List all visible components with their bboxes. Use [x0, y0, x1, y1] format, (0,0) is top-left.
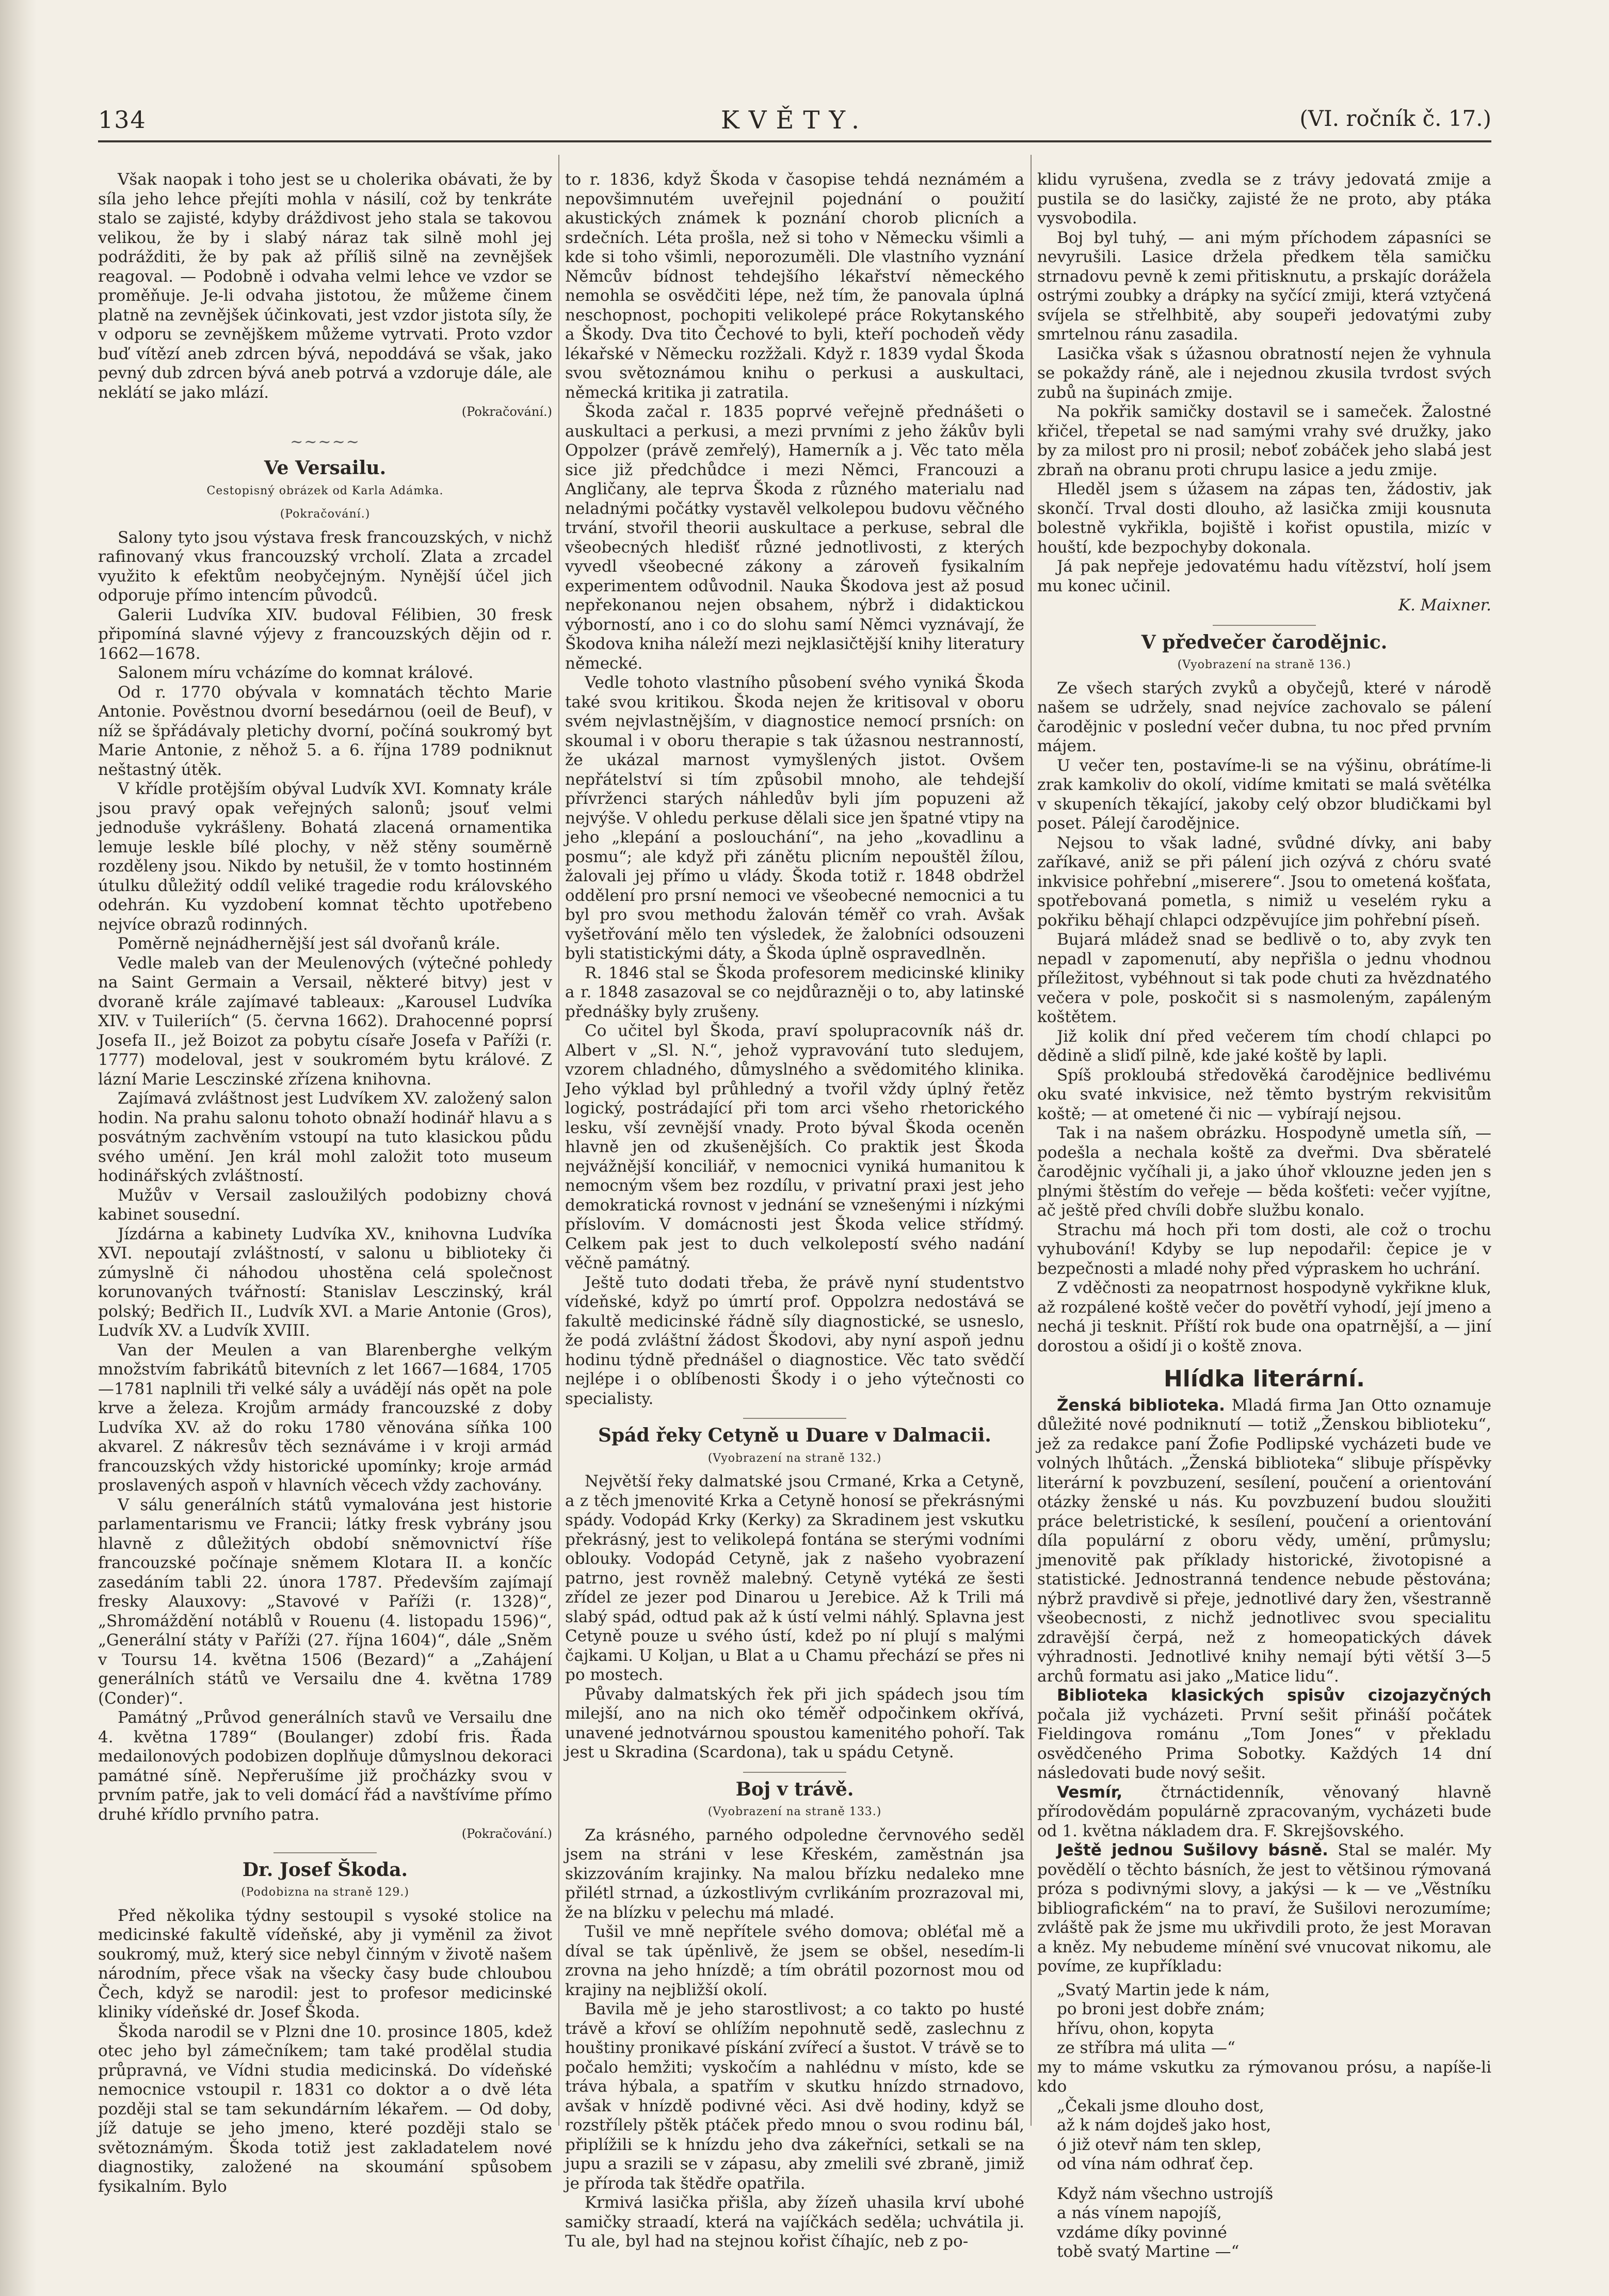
- verse-line: od vína nám odhrať čep.: [1057, 2155, 1254, 2173]
- paragraph: Největší řeky dalmatské jsou Crmané, Krka a Cetyně, a z těch jmenovité Krka a Cetyně honosí se překrásnými spády. Vodopád Krky (Kerky) za Skradinem jest vskutku překrásný, jest to velikolepá fontána se sterými vodními oblouky. Vodopád Cetyně, jak z našeho vyobrazení patrno, jest rovněž malebný. Cetyně vytéká ze šesti zřídel ze jezer pod Dinarou u Jerebice. Až k Trili má slabý spád, odtud pak až k ústí velmi náhlý. Splavna jest Cetyně pouze u svého ústí, kdež po ní plují s malými čajkami. U Koljan, u Blat a u Chamu přechází se přes ni po mostech.: [565, 1472, 1024, 1684]
- column-divider: [558, 155, 559, 2126]
- verse-line: „Čekali jsme dlouho dost,: [1057, 2096, 1264, 2115]
- review-lead: Biblioteka klasických spisův cizojazyčných: [1057, 1686, 1491, 1705]
- article-byline: Cestopisný obrázek od Karla Adámka.: [206, 484, 444, 497]
- paragraph: Galerii Ludvíka XIV. budoval Félibien, 30 fresk připomíná slavné výjevy z francouzských dějin od r. 1662—1678.: [98, 605, 552, 663]
- review-lead: Ještě jednou Sušilovy básně.: [1057, 1841, 1328, 1860]
- verse-line: ze stříbra má ulita —“: [1057, 2039, 1235, 2057]
- paragraph: Lasička však s úžasnou obratností nejen že vyhnula se pokaždy ráně, ale i nejednou zkusila tvrdost svých zubů na šupinách zmije.: [1037, 344, 1491, 402]
- column-divider: [1031, 155, 1032, 2126]
- paragraph: V sálu generálních států vymalována jest historie parlamentarismu ve Francii; látky fresk vybrány jsou hlavně z důležitých období sněmovnictví říše francouzské počínaje sněmem Klotara II. a končíc zasedáním tabli 22. února 1787. Především zajímají fresky Alauxovy: „Stavové v Paříži (r. 1328)“, „Shromáždění notáblů v Rouenu (4. listopadu 1596)“, „Generální státy v Paříži (27. října 1604)“, dále „Sněm v Toursu 14. května 1506 (Bezard)“ a „Zahájení generálních států ve Versailu dne 4. května 1789 (Conder)“.: [98, 1495, 552, 1708]
- review-paragraph: [1037, 1396, 1491, 1687]
- page-number: 134: [98, 106, 147, 134]
- section-divider: [273, 1852, 377, 1853]
- header-rule: [98, 140, 1491, 142]
- section-divider: [743, 1772, 846, 1773]
- paragraph: Salony tyto jsou výstava fresk francouzských, v nichž rafinovaný vkus francouzský vrcholí. Zlata a zrcadel využito k efektům neobyčejným. Nynější účel jich odporuje přímo intencím původců.: [98, 528, 552, 605]
- review-lead: Ženská biblioteka.: [1057, 1396, 1225, 1415]
- paragraph: Strachu má hoch při tom dosti, ale což o trochu vyhubování! Kdyby se lup nepodařil: čepice je v bezpečnosti a mladé nohy před výpraskem ho uchrání.: [1037, 1220, 1491, 1278]
- paragraph: Van der Meulen a van Blarenberghe velkým množstvím fabrikátů bitevních z let 1667—1684, 1705—1781 naplnili tři velké sály a uvádějí nás opět na pole krve a železa. Krojům armády francouzské z doby Ludvíka XV. až do roku 1780 věnována síňka 100 akvarel. Z nákresův těch seznáváme i v kroji armád francouzských vždy historické upomínky; kroje armád proslavených aspoň v hlavních věcech vždy zachovány.: [98, 1340, 552, 1495]
- paragraph: Hleděl jsem s úžasem na zápas ten, žádostiv, jak skončí. Trval dosti dlouho, až lasička zmiji kousnuta bolestně vykřikla, bojiště i kořist opustila, mizíc v houští, kde bezpochyby dokonala.: [1037, 480, 1491, 557]
- paragraph: Z vděčnosti za neopatrnost hospodyně vykřikne kluk, až rozpálené koště večer do povětří vyhodí, její jmeno a nechá ji tesknit. Příští rok bude ona opatrnější, a — jiní dorostou a ošidí ji o koště znova.: [1037, 1279, 1491, 1355]
- page-header: [98, 106, 1491, 142]
- paragraph: Ze všech starých zvyků a obyčejů, které v národě našem se udržely, snad nejvíce zachovalo se pálení čarodějnic v poslední večer dubna, tu noc před prvním májem.: [1037, 678, 1491, 755]
- article-subtitle: (Vyobrazení na straně 136.): [1177, 658, 1351, 671]
- article-title: Spád řeky Cetyně u Duare v Dalmacii.: [598, 1425, 991, 1446]
- paragraph: Vedle tohoto vlastního působení svého vyniká Škoda také svou kritikou. Škoda nejen že kritisoval v oboru svém nejvlastnějším, v diagnostice nemocí prsních: on skoumal i v oboru therapie s tak úžasnou nestranností, že ukázal marnost vymyšlených jistot. Ovšem nepřátelství si tím způsobil mnoho, ale tehdejší přívrženci starých náhledův byli jím popuzeni až nejvýše. V ohledu perkuse dělali sice jen špatné vtipy na jeho „klepání a poslouchání“, na jeho „kovadlinu a posmu“; ale když při zánětu plicním nepouštěl žílou, žalovali jej přímo u vlády. Škoda totiž r. 1848 obdržel oddělení pro prsní nemoci ve všeobecné nemocnici a tu byl pro svou methodu žalován téměř co vrah. Avšak vyšetřování mělo ten výsledek, že žalobníci odsouzeni byli statistickými dáty, a Škoda úplně ospravedlněn.: [565, 673, 1024, 963]
- review-text: čtrnáctidenník, věnovaný hlavně přírodovědám populárně zpracovaným, vycházeti bude od 1. května nákladem dra. F. Skrejšovského.: [1037, 1783, 1491, 1840]
- verse-line: „Svatý Martin jede k nám,: [1057, 1980, 1270, 1999]
- article-title: Ve Versailu.: [264, 457, 387, 479]
- journal-title: KVĚTY.: [720, 106, 869, 135]
- column-3: [1037, 170, 1491, 2262]
- verse-line: a nás vínem napojíš,: [1057, 2204, 1222, 2222]
- verse-line: ó již otevř nám ten sklep,: [1057, 2135, 1262, 2154]
- verse-block: [1037, 2097, 1491, 2262]
- paragraph: Památný „Průvod generálních stavů ve Versailu dne 4. května 1789“ (Boulanger) zdobí fris. Řada medailonových podobizen doplňuje důmyslnou dekoraci památné síně. Nepřerušíme již pročházky svou v prvním patře, jak to veli domácí řád a navštívíme přímo druhé křídlo prvního patra.: [98, 1708, 552, 1824]
- paragraph: Tušil ve mně nepřítele svého domova; obléťal mě a díval se tak úpěnlivě, že jsem se obšel, nesedím-li zrovna na jeho hnízdě; a tím obrátil pozornost mou od krajiny na nejbližší okolí.: [565, 1922, 1024, 1999]
- divider-ornament: ~~~~~: [290, 432, 360, 451]
- paragraph: Salonem míru vcházíme do komnat králové.: [118, 664, 474, 682]
- verse-line: Když nám všechno ustrojíš: [1057, 2184, 1274, 2203]
- paragraph: Poměrně nejnádhernější jest sál dvořanů krále.: [118, 934, 501, 953]
- article-title: Boj v trávě.: [735, 1778, 854, 1800]
- verse-line: tobě svatý Martine —“: [1057, 2242, 1240, 2261]
- paragraph: Bavila mě je jeho starostlivost; a co takto po husté trávě a křoví se ohlížím nepohnutě sedě, zaslechnu z houštiny pronikavé pískání zvířecí a šustot. V trávě se to počalo hemžiti; vyskočím a nahlédnu v místo, kde se tráva hýbala, a spatřím v skutku hnízdo strnadovo, avšak v hnízdě podivné věci. Asi dvě hodiny, když se rozstřílely pštěk ptáček předo mnou o svou rodinu bál, připlížili se k hnízdu jeho dva zákeřníci, setkali se na jupu a srazili se v zápasu, aby zmelili své zbraně, jimiž je příroda tak štědře opatřila.: [565, 2000, 1024, 2193]
- paragraph: Za krásného, parného odpoledne červnového seděl jsem na stráni v lese Křeském, zaměstnán jsa skizzováním krajinky. Na malou břízku nedaleko mne přilétl strnad, a úzkostlivým cvrlikáním prozrazoval mi, že na blízku v pelechu má mladé.: [565, 1825, 1024, 1922]
- review-lead: Vesmír,: [1057, 1783, 1123, 1802]
- article-title: Dr. Josef Škoda.: [242, 1858, 408, 1881]
- paragraph: Vedle maleb van der Meulenových (výtečné pohledy na Saint Germain a Versail, některé bitvy) jest v dvoraně krále zajímavé tableaux: „Karousel Ludvíka XIV. v Tuileriích“ (5. června 1662). Drahocenné poprsí Josefa II., jež Boizot za pobytu císaře Josefa v Paříži (r. 1777) modeloval, jest v soukromém bytu králové. Z lázní Marie Lesczinské zřízena knihovna.: [98, 953, 552, 1089]
- review-paragraph: [1037, 1686, 1491, 1783]
- section-divider: [743, 1418, 846, 1419]
- verse-line: až k nám dojdeš jako host,: [1057, 2116, 1272, 2135]
- article-title: V předvečer čarodějnic.: [1141, 631, 1388, 653]
- review-text: Mladá firma Jan Otto oznamuje důležité nové podniknutí — totiž „Ženskou biblioteku“, jež za redakce paní Žofie Podlipské vycházeti bude ve volných lhůtách. „Ženská biblioteka“ slibuje příspěvky literární k povzbuzení, sesílení, poučení a orientování otázky ženské u nás. Ku povzbuzení budou sloužiti práce beletristické, k sesílení, poučení a orientování díla populární z oboru vědy, umění, průmyslu; jmenovitě pak příklady historické, životopisné a statistické. Jednostranná tendence nebude pěstována; nýbrž pravdivě si přeje, jednotlivé dary žen, všestranně všeobecnosti, z nichž jednotlivec svou specialitu zdravější čerpá, než z homeopatických dávek výhradnosti. Jednotlivé knihy nemají býti větší 3—5 archů formatu asi jako „Matice lidu“.: [1037, 1396, 1491, 1686]
- paragraph: Co učitel byl Škoda, praví spolupracovník náš dr. Albert v „Sl. N.“, jehož vypravování tuto sledujem, vzorem chladného, důmyslného a svědomitého klinika. Jeho výklad byl průhledný a tvořil vždy úplný řetěz logický, postrádající při tom arci všeho rhetorického lesku, vší zevnější vnady. Proto býval Škoda oceněn hlavně jen od zkušenějších. Co praktik jest Škoda nejvážnější konciliář, v nemocnici vyniká humanitou k nemocným všem bez rozdílu, v privatní praxi jest jeho demokratická rovnost v jednání se vznešenými i nízkými příslovím. V domácnosti jest Škoda velice střídmý. Celkem pak jest to duch velkolepostí svého nadání věčně památný.: [565, 1022, 1024, 1272]
- paragraph: Mužův v Versail zasloužilých podobizny chová kabinet sousední.: [98, 1186, 552, 1224]
- paragraph: Ještě tuto dodati třeba, že právě nyní studentstvo vídeňské, když po úmrtí prof. Oppolzra nedostává se fakultě medicinské řádně síly diagnostické, se usneslo, že podá zvláštní žádost Škodovi, aby nyní aspoň jednu hodinu týdně přednášel o diagnostice. Věc tato svědčí nejlépe i o oblíbenosti Škody i o jeho výtečnosti co specialisty.: [565, 1273, 1024, 1408]
- paragraph: to r. 1836, když Škoda v časopise tehdá neznámém a nepovšimnutém uveřejnil pojednání o použití akustických známek k poznání chorob plicních a srdečních. Léta prošla, než si toho v Německu všimli a kde si toho všimli, neporozuměli. Dle vlastního vyznání Němcův bídnost tehdejšího lékařství německého nemohla se osvědčiti lépe, než tím, že panovala úplná neschopnost, pochopiti velikolepé práce Rokytanského a Škody. Dva tito Čechové to byli, kteří pochodeň vědy lékařské v Německu rozžžali. Když r. 1839 vydal Škoda svou světoznámou knihu o perkusi a auskultaci, německá kritika ji zatratila.: [565, 170, 1024, 402]
- page-binding-edge: [0, 0, 36, 2296]
- section-divider: [1213, 625, 1316, 626]
- paragraph: Tak i na našem obrázku. Hospodyně umetla síň, — podešla a nechala koště za dveřmi. Dva sběratelé čarodějnic vyčíhali ji, a jako úhoř vklouzne jeden jen s plnými štěstím do veřeje — běda košťeti: večer vyjítne, ač ještě před chvíli dobře službu konalo.: [1037, 1124, 1491, 1220]
- column-2: [565, 170, 1024, 2252]
- paragraph: Před několika týdny sestoupil s vysoké stolice na medicinské fakultě vídeňské, aby ji vyměnil za život soukromý, muž, který sice nebyl činným v životě našem národním, přece však na všecky časy bude chloubou Čech, když se narodil: jest to profesor medicinské kliniky vídeňské dr. Josef Škoda.: [98, 1906, 552, 2022]
- column-1: [98, 170, 552, 2196]
- continued-note: (Pokračování.): [461, 1826, 552, 1841]
- paragraph: V křídle protějším obýval Ludvík XVI. Komnaty krále jsou pravý opak veřejných salonů; jsouť velmi jednoduše vykrášleny. Bohatá zlacená ornamentika lemuje leskle bílé plochy, v něž stěny souměrně rozděleny jsou. Nikdo by netušil, že v tomto hostinném útulku důležitý oddíl veliké tragedie rodu královského odehrán. Ku vyzdobení komnat těchto upotřebeno nejvíce obrazů rodinných.: [98, 780, 552, 934]
- paragraph: Půvaby dalmatských řek při jich spádech jsou tím milejší, ano na nich oko téměř odpočinkem okřívá, unavené jednotvárnou spoustou kamenitého pohoří. Tak jest u Skradina (Scardona), tak u spádu Cetyně.: [565, 1685, 1024, 1761]
- paragraph: Jízdárna a kabinety Ludvíka XV., knihovna Ludvíka XVI. nepoutají zvláštností, v salonu u biblioteky či zúmyslně či náhodou uhostěna celá společnost korunovaných tvářností: Stanislav Lesczinský, král polský; Bedřich II., Ludvík XVI. a Marie Antonie (Gros), Ludvík XV. a Ludvík XVIII.: [98, 1224, 552, 1340]
- continued-note: (Pokračování.): [461, 405, 552, 419]
- paragraph: Já pak nepřeje jedovatému hadu vítězství, holí jsem mu konec učinil.: [1037, 557, 1491, 595]
- review-paragraph: [1037, 1783, 1491, 1841]
- review-paragraph: [1037, 1841, 1491, 1977]
- verse-line: vzdáme díky povinné: [1057, 2223, 1227, 2242]
- author-signature: K. Maixner.: [1398, 596, 1491, 615]
- issue-label: (VI. ročník č. 17.): [1299, 106, 1491, 131]
- paragraph: R. 1846 stal se Škoda profesorem medicinské kliniky a r. 1848 zasazoval se co nejdůrazněji o to, aby latinské přednášky byly zrušeny.: [565, 963, 1024, 1021]
- paragraph: Bujará mládež snad se bedlivě o to, aby zvyk ten nepadl v zapomenutí, aby nepřišla o jednu vhodnou příležitost, vybéhnout si tak pode chuti za hvězdnatého večera v pole, poskočit si s nasmoleným, zapáleným koštětem.: [1037, 930, 1491, 1026]
- section-heading: Hlídka literární.: [1163, 1366, 1365, 1392]
- verse-spacer: [1037, 2174, 1491, 2185]
- paragraph: Nejsou to však ladné, svůdné dívky, ani baby zaříkavé, aniž se při pálení jich ozývá z chóru svaté inkvisice pohřební „miserere“. Jsou to ometená košťata, spotřebovaná pometla, s nimiž u veselém ryku a pokřiku běhají chlapci odzpěvujíce jim pohřební píseň.: [1037, 833, 1491, 930]
- article-subtitle: (Vyobrazení na straně 132.): [707, 1451, 882, 1465]
- verse-line: hřívu, ohon, kopyta: [1057, 2019, 1214, 2038]
- review-text: Stal se malér. My povědělí o těchto básních, že jest to většinou rýmovaná próza s podivnými slovy, a jakýsi — k — ve „Věstníku bibliografickém“ na to praví, že Sušilovi nerozumíme; zvláště pak že jsme mu ukřivdili proto, že jest Moravan a kněz. My nebudeme mínění své vnucovat nikomu, ale povíme, ze kupříkladu:: [1037, 1841, 1491, 1976]
- paragraph: Škoda začal r. 1835 poprvé veřejně přednášeti o auskultaci a perkusi, a mezi prvními z jeho žákův byli Oppolzer (právě zemřelý), Hamerník a j. Věc tato měla sice již předchůdce i mezi Němci, Francouzi a Angličany, ale teprva Škoda z různého materialu nad neladnými počátky vystavěl velkolepou budovu věčného trvání, stvořil theorii auskultace a perkuse, sebral dle všeobecných hledišť různé jednotlivosti, z kterých vyvedl všeobecné zákony a zároveň fysikalním experimentem odůvodnil. Nauka Škodova jest až posud nepřekonanou nejen obsahem, nýbrž i didaktickou výborností, ano i co do slohu samí Němci vyznávají, že Škodova kniha náleží mezi nejklasičtější knihy literatury německé.: [565, 402, 1024, 673]
- article-subtitle: (Vyobrazení na straně 133.): [707, 1805, 882, 1818]
- article-continuation: Však naopak i toho jest se u cholerika obávati, že by síla jeho lehce přejíti mohla v násilí, což by tenkráte stalo se zajisté, kdyby dráždivost jeho stala se takovou velikou, že by i slabý náraz tak silně mohl jej podrážditi, že by pak až příliš silně na zevnějšek reagoval. — Podobně i odvaha velmi lehce ve vzdor se proměňuje. Je-li odvaha jistotou, že můžeme činem platně na zevnějšek účinkovati, jest vzdor jistota síly, že v odporu se zevnějškem můžeme vytrvati. Proto vzdor buď vítězí aneb zdrcen bývá, nepoddává se však, jako pevný dub zdrcen bývá aneb potrvá a vzdoruje dále, ale neklátí se jako mlází.: [98, 170, 552, 402]
- article-subtitle: (Podobizna na straně 129.): [241, 1886, 409, 1899]
- paragraph: Boj byl tuhý, — ani mým příchodem zápasníci se nevyrušili. Lasice držela předkem těla samičku strnadovu pevně k zemi přitisknutu, a prskajíc doráželа ostrými zoubky a drápky na syčící zmiji, která vztyčená svíjela se střelhbitě, aby soupeři jedovatými zuby smrtelnou ránu zasadila.: [1037, 228, 1491, 344]
- paragraph: Od r. 1770 obývala v komnatách těchto Marie Antonie. Pověstnou dvorní besedárnou (oeil de Beuf), v níž se špřádávaly pletichy dvorní, počíná soukromý byt Marie Antonie, z něhož 5. a 6. října 1789 podniknut neštastný útěk.: [98, 683, 552, 779]
- paragraph: Již kolik dní před večerem tím chodí chlapci po dědině a sliďí pilně, kde jaké koště by lapli.: [1037, 1027, 1491, 1065]
- verse-block: [1037, 1981, 1491, 2058]
- paragraph: klidu vyrušena, zvedla se z trávy jedovatá zmije a pustila se do lasičky, zajisté že ne proto, aby ptáka vysvobodila.: [1037, 170, 1491, 228]
- paragraph: Spíš prokloubá středověká čarodějnice bedlivému oku svaté inkvisice, než těmto bystrým rekvisitům koště; — at ometené či nic — vybírají nejsou.: [1037, 1065, 1491, 1123]
- continued-note: (Pokračování.): [280, 508, 371, 521]
- paragraph: Krmivá lasička přišla, aby žízeň uhasila krví ubohé samičky straadí, která na vajíčkách seděla; uchvátila ji. Tu ale, byl had na stejnou kořist číhajíc, neb z po-: [565, 2193, 1024, 2251]
- paragraph: Na pokřik samičky dostavil se i sameček. Žalostné křičel, třepetal se nad samými vrahy své družky, jako by za milost pro ni prosil; neboť zobáček jeho slabá jest zbraň na obranu proti chrupu lasice a jedu zmije.: [1037, 402, 1491, 479]
- paragraph: Zajímavá zvláštnost jest Ludvíkem XV. založený salon hodin. Na prahu salonu tohoto obnaží hodinář hlavu a s posvátným zachvěním vstoupí na tuto klasickou půdu svého umění. Jen král mohl založit toto museum hodinářských zvláštností.: [98, 1089, 552, 1185]
- paragraph: my to máme vskutku za rýmovanou prósu, a napíše-li kdo: [1037, 2058, 1491, 2096]
- paragraph: U večer ten, postavíme-li se na výšinu, obrátíme-li zrak kamkoliv do okolí, vidíme kmitati se malá světélka v skupeních těkající, jakoby celý obzor bludičkami byl poset. Pálejí čarodějnice.: [1037, 756, 1491, 833]
- paragraph: Škoda narodil se v Plzni dne 10. prosince 1805, kdež otec jeho byl zámečníkem; tam také prodělal studia průpravná, ve Vídni studia medicinská. Do vídeňské nemocnice vstoupil r. 1831 co doktor a o dvě léta později stal se tam sekundárním lékařem. — Od doby, jíž datuje se jeho jmeno, které později stalo se světoznámým. Škoda totiž jest zakladatelem nové diagnostiky, založené na skoumání spůsobem fysikalním. Bylo: [98, 2022, 552, 2196]
- verse-line: po broni jest dobře znám;: [1057, 2000, 1265, 2018]
- review-text: počala již vycházeti. První sešit přináší počátek Fieldingova románu „Tom Jones“ v překladu osvědčeného Prima Sobotky. Každých 14 dní následovati bude nový sešit.: [1037, 1705, 1491, 1782]
